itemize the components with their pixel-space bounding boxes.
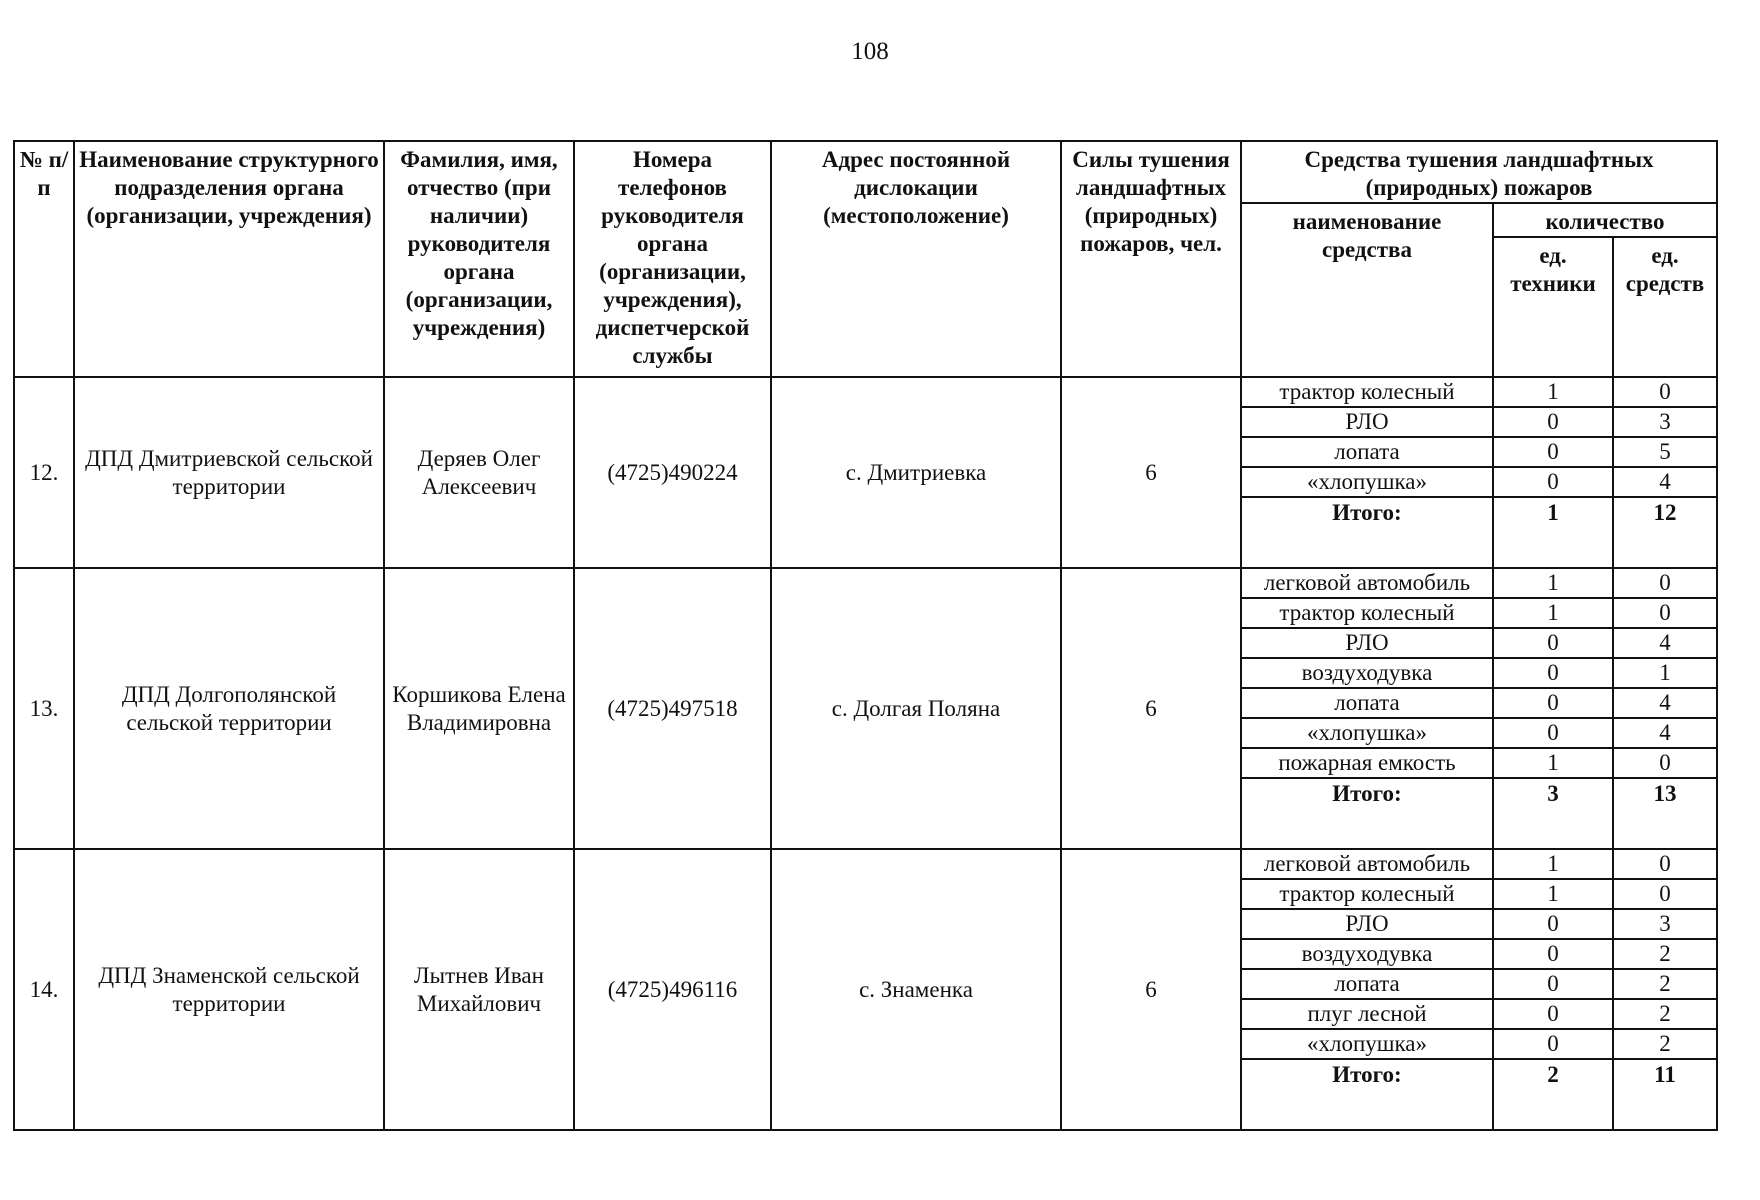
units-tech-value: 0 — [1493, 909, 1613, 939]
units-tech-value: 0 — [1493, 939, 1613, 969]
total-label: Итого: — [1241, 778, 1493, 849]
units-means-value: 4 — [1613, 688, 1717, 718]
header-num: № п/п — [14, 141, 74, 377]
table-header — [14, 141, 1717, 377]
row-number: 12. — [14, 377, 74, 568]
units-tech-value: 1 — [1493, 849, 1613, 879]
header-address: Адрес постоянной дислокации (местоположение) — [771, 141, 1061, 377]
units-means-value: 4 — [1613, 718, 1717, 748]
units-tech-value: 0 — [1493, 718, 1613, 748]
units-means-value: 2 — [1613, 999, 1717, 1029]
total-units-means: 11 — [1613, 1059, 1717, 1130]
units-means-value: 2 — [1613, 939, 1717, 969]
header-units-means: ед. средств — [1613, 237, 1717, 377]
means-name: трактор колесный — [1241, 598, 1493, 628]
fire-means-table — [13, 140, 1718, 1131]
head-name: Коршикова Елена Владимировна — [384, 568, 574, 849]
header-means-name: наименование средства — [1241, 203, 1493, 377]
means-name: воздуходувка — [1241, 658, 1493, 688]
head-name: Лытнев Иван Михайлович — [384, 849, 574, 1130]
total-units-tech: 3 — [1493, 778, 1613, 849]
table-body — [14, 377, 1717, 1130]
means-name: РЛО — [1241, 909, 1493, 939]
phone-number: (4725)496116 — [574, 849, 771, 1130]
header-units-tech: ед. техники — [1493, 237, 1613, 377]
units-means-value: 0 — [1613, 568, 1717, 598]
means-name: «хлопушка» — [1241, 718, 1493, 748]
address: с. Дмитриевка — [771, 377, 1061, 568]
row-number: 14. — [14, 849, 74, 1130]
units-means-value: 5 — [1613, 437, 1717, 467]
units-tech-value: 1 — [1493, 377, 1613, 407]
means-name: «хлопушка» — [1241, 467, 1493, 497]
address: с. Долгая Поляна — [771, 568, 1061, 849]
units-tech-value: 1 — [1493, 598, 1613, 628]
units-means-value: 1 — [1613, 658, 1717, 688]
units-means-value: 0 — [1613, 598, 1717, 628]
units-tech-value: 1 — [1493, 879, 1613, 909]
table-row — [14, 568, 1717, 598]
address: с. Знаменка — [771, 849, 1061, 1130]
units-tech-value: 0 — [1493, 969, 1613, 999]
units-tech-value: 0 — [1493, 467, 1613, 497]
units-means-value: 0 — [1613, 879, 1717, 909]
units-means-value: 3 — [1613, 407, 1717, 437]
table-row — [14, 377, 1717, 407]
means-name: РЛО — [1241, 407, 1493, 437]
means-name: трактор колесный — [1241, 879, 1493, 909]
means-name: пожарная емкость — [1241, 748, 1493, 778]
units-tech-value: 0 — [1493, 628, 1613, 658]
units-tech-value: 0 — [1493, 1029, 1613, 1059]
total-units-means: 13 — [1613, 778, 1717, 849]
unit-name: ДПД Дмитриевской сельской территории — [74, 377, 384, 568]
phone-number: (4725)490224 — [574, 377, 771, 568]
row-number: 13. — [14, 568, 74, 849]
total-units-tech: 1 — [1493, 497, 1613, 568]
header-means: Средства тушения ландшафтных (природных) пожаров — [1241, 141, 1717, 203]
units-means-value: 0 — [1613, 377, 1717, 407]
means-name: лопата — [1241, 688, 1493, 718]
units-tech-value: 0 — [1493, 658, 1613, 688]
units-tech-value: 0 — [1493, 407, 1613, 437]
header-phones: Номера телефонов руководителя органа (организации, учреждения), диспетчерской службы — [574, 141, 771, 377]
units-means-value: 0 — [1613, 748, 1717, 778]
header-unit-name: Наименование структурного подразделения органа (организации, учреждения) — [74, 141, 384, 377]
means-name: трактор колесный — [1241, 377, 1493, 407]
means-name: легковой автомобиль — [1241, 568, 1493, 598]
units-means-value: 2 — [1613, 969, 1717, 999]
units-tech-value: 0 — [1493, 999, 1613, 1029]
means-name: «хлопушка» — [1241, 1029, 1493, 1059]
means-name: лопата — [1241, 969, 1493, 999]
units-tech-value: 1 — [1493, 568, 1613, 598]
means-name: РЛО — [1241, 628, 1493, 658]
total-units-tech: 2 — [1493, 1059, 1613, 1130]
unit-name: ДПД Долгополянской сельской территории — [74, 568, 384, 849]
forces-count: 6 — [1061, 849, 1241, 1130]
unit-name: ДПД Знаменской сельской территории — [74, 849, 384, 1130]
units-means-value: 4 — [1613, 628, 1717, 658]
total-label: Итого: — [1241, 1059, 1493, 1130]
units-means-value: 0 — [1613, 849, 1717, 879]
units-tech-value: 1 — [1493, 748, 1613, 778]
units-means-value: 2 — [1613, 1029, 1717, 1059]
forces-count: 6 — [1061, 568, 1241, 849]
header-quantity: количество — [1493, 203, 1717, 237]
means-name: легковой автомобиль — [1241, 849, 1493, 879]
phone-number: (4725)497518 — [574, 568, 771, 849]
total-label: Итого: — [1241, 497, 1493, 568]
header-head-name: Фамилия, имя, отчество (при наличии) руководителя органа (организации, учреждения) — [384, 141, 574, 377]
units-means-value: 3 — [1613, 909, 1717, 939]
means-name: лопата — [1241, 437, 1493, 467]
page-number: 108 — [851, 38, 889, 65]
units-tech-value: 0 — [1493, 437, 1613, 467]
header-forces: Силы тушения ландшафтных (природных) пожаров, чел. — [1061, 141, 1241, 377]
means-name: воздуходувка — [1241, 939, 1493, 969]
head-name: Деряев Олег Алексеевич — [384, 377, 574, 568]
table-row — [14, 849, 1717, 879]
total-units-means: 12 — [1613, 497, 1717, 568]
units-means-value: 4 — [1613, 467, 1717, 497]
units-tech-value: 0 — [1493, 688, 1613, 718]
forces-count: 6 — [1061, 377, 1241, 568]
means-name: плуг лесной — [1241, 999, 1493, 1029]
